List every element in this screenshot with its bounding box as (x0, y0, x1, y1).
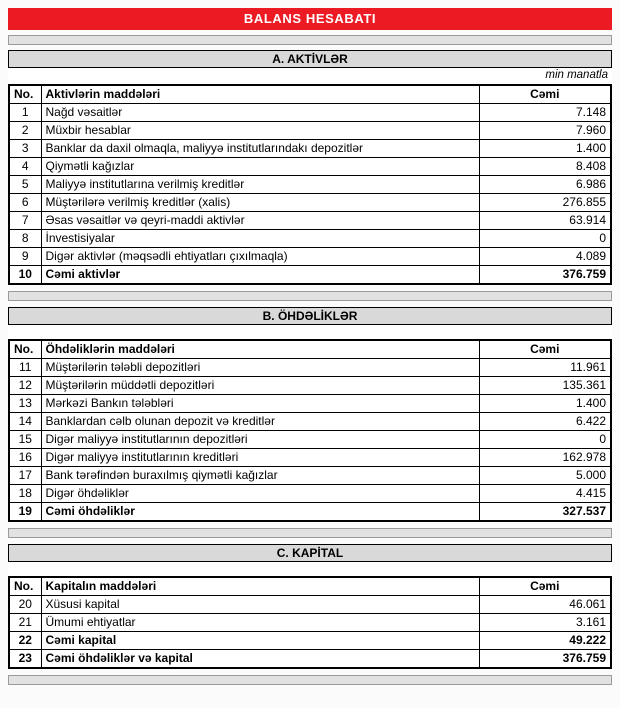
row-item-cell: Cəmi aktivlər (41, 266, 479, 285)
table-row (9, 467, 611, 485)
divider-bar-capital (8, 528, 612, 538)
row-value-cell: 4.089 (479, 248, 611, 266)
table-header-row (9, 577, 611, 596)
table-row (9, 449, 611, 467)
section-liabilities (8, 307, 612, 522)
row-number-cell: 15 (9, 431, 41, 449)
row-value-cell: 63.914 (479, 212, 611, 230)
row-number-cell: 4 (9, 158, 41, 176)
row-value-cell: 327.537 (479, 503, 611, 522)
row-item-cell: Digər maliyyə institutlarının depozitləri (41, 431, 479, 449)
table-row (9, 596, 611, 614)
table-row (9, 413, 611, 431)
column-header-total: Cəmi (479, 340, 611, 359)
row-item-cell: Cəmi kapital (41, 632, 479, 650)
table-row (9, 359, 611, 377)
row-item-cell: Xüsusi kapital (41, 596, 479, 614)
row-item-cell: Ümumi ehtiyatlar (41, 614, 479, 632)
row-value-cell: 1.400 (479, 395, 611, 413)
table-row (9, 230, 611, 248)
row-value-cell: 6.422 (479, 413, 611, 431)
row-item-cell: Digər öhdəliklər (41, 485, 479, 503)
assets-table (8, 84, 612, 285)
column-header-item: Aktivlərin maddələri (41, 85, 479, 104)
row-item-cell: Nağd vəsaitlər (41, 104, 479, 122)
document-title: BALANS HESABATI (8, 8, 612, 30)
row-number-cell: 9 (9, 248, 41, 266)
table-row (9, 632, 611, 650)
row-item-cell: Müxbir hesablar (41, 122, 479, 140)
table-header-row (9, 340, 611, 359)
section-assets (8, 50, 612, 285)
section-gap (8, 325, 612, 339)
row-value-cell: 49.222 (479, 632, 611, 650)
row-value-cell: 7.148 (479, 104, 611, 122)
row-item-cell: Digər maliyyə institutlarının kreditləri (41, 449, 479, 467)
column-header-item: Kapitalın maddələri (41, 577, 479, 596)
divider-bar-liabilities (8, 291, 612, 301)
row-number-cell: 5 (9, 176, 41, 194)
row-item-cell: Əsas vəsaitlər və qeyri-maddi aktivlər (41, 212, 479, 230)
table-row (9, 176, 611, 194)
table-row (9, 431, 611, 449)
row-number-cell: 20 (9, 596, 41, 614)
row-value-cell: 1.400 (479, 140, 611, 158)
row-value-cell: 6.986 (479, 176, 611, 194)
row-number-cell: 21 (9, 614, 41, 632)
row-value-cell: 3.161 (479, 614, 611, 632)
row-item-cell: Bank tərəfindən buraxılmış qiymətli kağızlar (41, 467, 479, 485)
row-number-cell: 1 (9, 104, 41, 122)
row-number-cell: 10 (9, 266, 41, 285)
row-value-cell: 276.855 (479, 194, 611, 212)
row-item-cell: Banklar da daxil olmaqla, maliyyə institutlarındakı depozitlər (41, 140, 479, 158)
row-value-cell: 0 (479, 431, 611, 449)
row-number-cell: 8 (9, 230, 41, 248)
row-item-cell: Qiymətli kağızlar (41, 158, 479, 176)
column-header-no: No. (9, 577, 41, 596)
row-number-cell: 2 (9, 122, 41, 140)
row-item-cell: Müştərilərin tələbli depozitləri (41, 359, 479, 377)
row-item-cell: Müştərilərə verilmiş kreditlər (xalis) (41, 194, 479, 212)
table-row (9, 395, 611, 413)
column-header-item: Öhdəliklərin maddələri (41, 340, 479, 359)
row-item-cell: Cəmi öhdəliklər və kapital (41, 650, 479, 669)
row-value-cell: 4.415 (479, 485, 611, 503)
row-item-cell: İnvestisiyalar (41, 230, 479, 248)
table-row (9, 266, 611, 285)
table-row (9, 104, 611, 122)
row-number-cell: 13 (9, 395, 41, 413)
divider-bar-top (8, 35, 612, 45)
row-value-cell: 376.759 (479, 266, 611, 285)
row-value-cell: 376.759 (479, 650, 611, 669)
section-header-liabilities: B. ÖHDƏLİKLƏR (8, 307, 612, 325)
column-header-total: Cəmi (479, 577, 611, 596)
column-header-no: No. (9, 85, 41, 104)
row-value-cell: 11.961 (479, 359, 611, 377)
row-number-cell: 11 (9, 359, 41, 377)
row-number-cell: 19 (9, 503, 41, 522)
row-number-cell: 7 (9, 212, 41, 230)
table-row (9, 212, 611, 230)
row-value-cell: 8.408 (479, 158, 611, 176)
row-item-cell: Mərkəzi Bankın tələbləri (41, 395, 479, 413)
section-header-assets: A. AKTİVLƏR (8, 50, 612, 68)
table-row (9, 650, 611, 669)
row-value-cell: 5.000 (479, 467, 611, 485)
row-item-cell: Banklardan cəlb olunan depozit və kreditlər (41, 413, 479, 431)
table-row (9, 485, 611, 503)
row-value-cell: 135.361 (479, 377, 611, 395)
row-number-cell: 16 (9, 449, 41, 467)
unit-note: min manatla (8, 68, 612, 84)
row-item-cell: Digər aktivlər (məqsədli ehtiyatları çıxılmaqla) (41, 248, 479, 266)
table-row (9, 377, 611, 395)
table-row (9, 248, 611, 266)
row-number-cell: 18 (9, 485, 41, 503)
row-number-cell: 12 (9, 377, 41, 395)
row-item-cell: Müştərilərin müddətli depozitləri (41, 377, 479, 395)
divider-bar-bottom (8, 675, 612, 685)
row-number-cell: 3 (9, 140, 41, 158)
table-row (9, 122, 611, 140)
row-item-cell: Maliyyə institutlarına verilmiş kreditlər (41, 176, 479, 194)
row-number-cell: 6 (9, 194, 41, 212)
liabilities-table (8, 339, 612, 522)
section-gap (8, 562, 612, 576)
section-header-capital: C. KAPİTAL (8, 544, 612, 562)
table-row (9, 614, 611, 632)
table-header-row (9, 85, 611, 104)
row-number-cell: 22 (9, 632, 41, 650)
row-value-cell: 7.960 (479, 122, 611, 140)
column-header-total: Cəmi (479, 85, 611, 104)
section-capital (8, 544, 612, 669)
table-row (9, 503, 611, 522)
row-number-cell: 14 (9, 413, 41, 431)
column-header-no: No. (9, 340, 41, 359)
capital-table (8, 576, 612, 669)
row-item-cell: Cəmi öhdəliklər (41, 503, 479, 522)
row-number-cell: 23 (9, 650, 41, 669)
table-row (9, 158, 611, 176)
row-value-cell: 162.978 (479, 449, 611, 467)
table-row (9, 194, 611, 212)
row-number-cell: 17 (9, 467, 41, 485)
table-row (9, 140, 611, 158)
row-value-cell: 0 (479, 230, 611, 248)
row-value-cell: 46.061 (479, 596, 611, 614)
